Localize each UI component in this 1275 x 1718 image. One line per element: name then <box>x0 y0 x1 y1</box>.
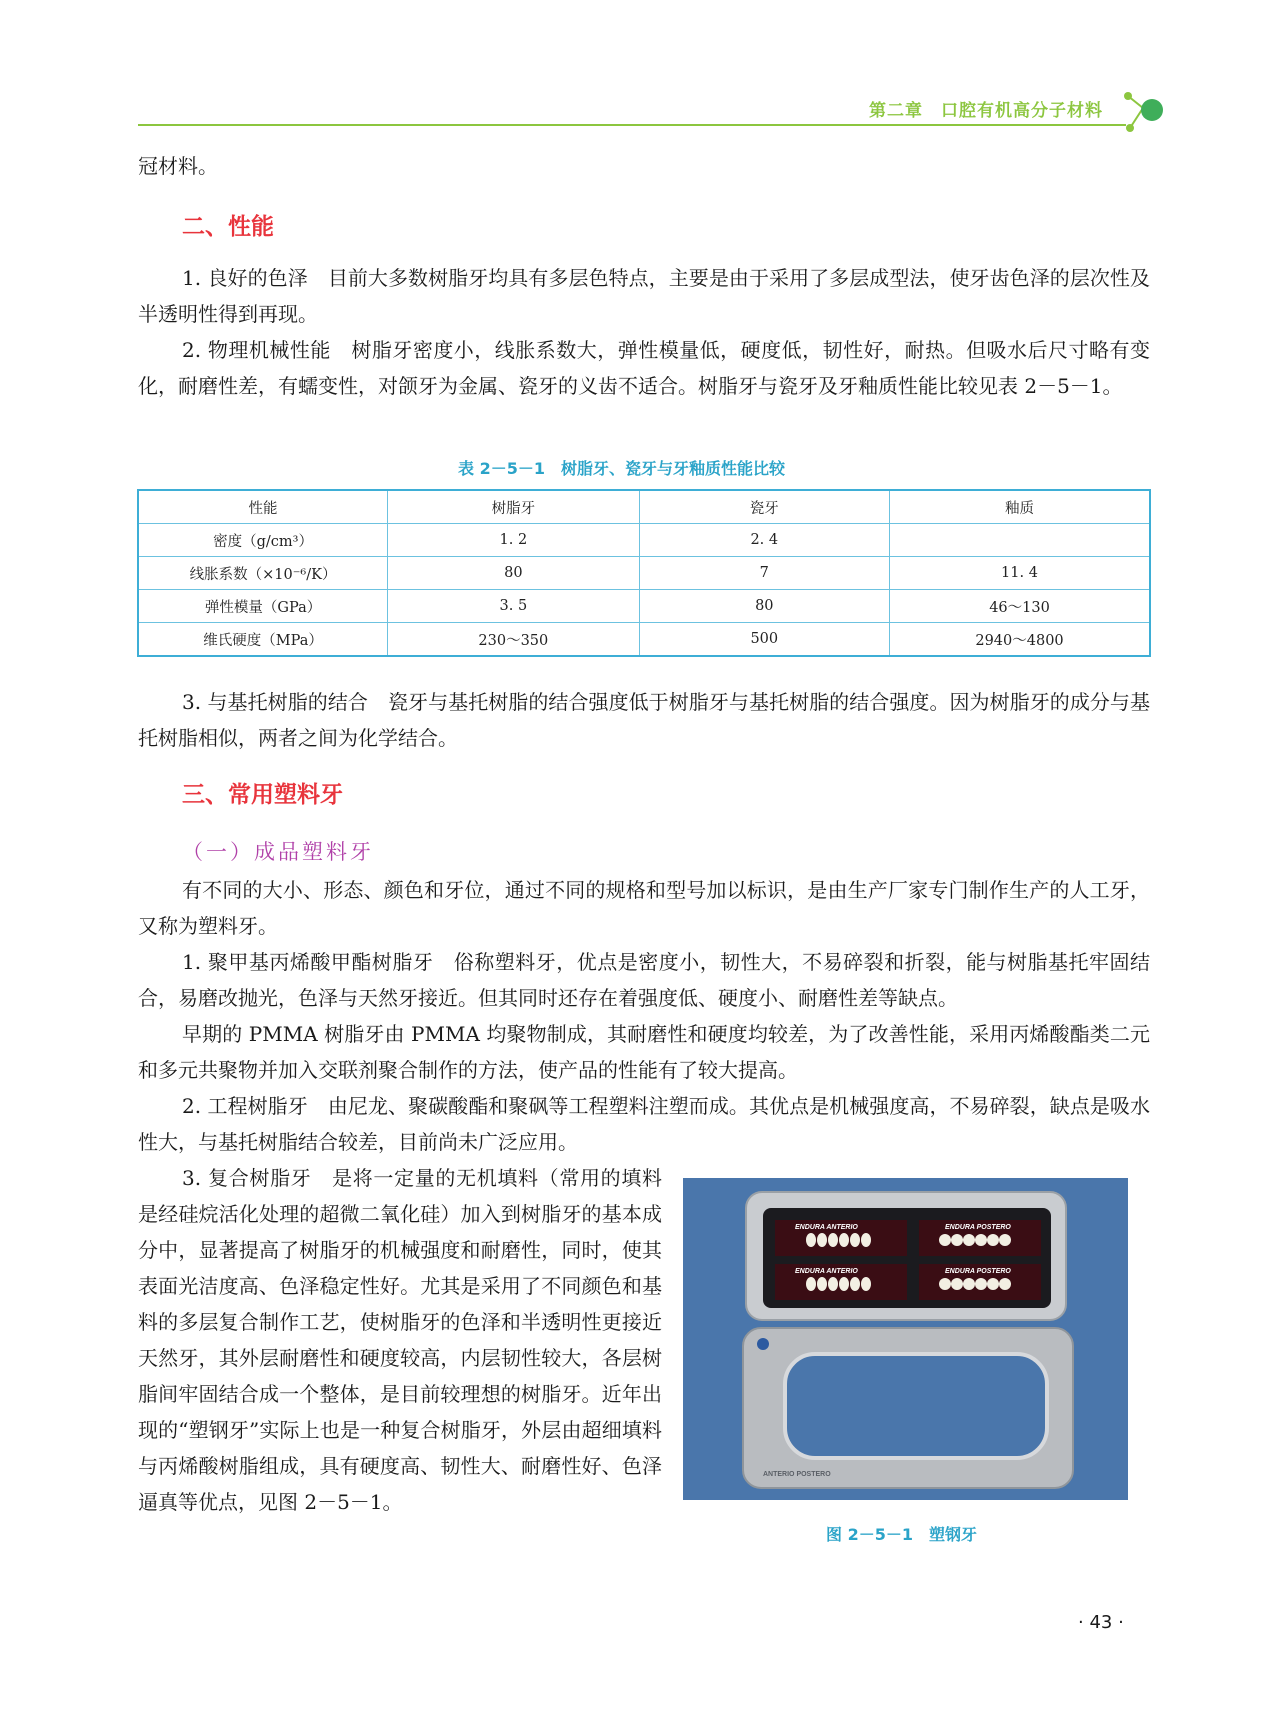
table-header-cell: 釉质 <box>890 490 1150 524</box>
paragraph-bonding: 3. 与基托树脂的结合 瓷牙与基托树脂的结合强度低于树脂牙与基托树脂的结合强度。因为树脂牙的成分与基托树脂相似，两者之间为化学结合。 <box>138 690 1150 750</box>
paragraph-finished-teeth: 有不同的大小、形态、颜色和牙位，通过不同的规格和型号加以标识，是由生产厂家专门制作生产的人工牙，又称为塑料牙。 <box>138 878 1150 938</box>
molecule-icon <box>1118 88 1168 138</box>
paragraph-mechanical: 2. 物理机械性能 树脂牙密度小，线胀系数大，弹性模量低，硬度低，韧性好，耐热。但吸水后尺寸略有变化，耐磨性差，有蠕变性，对颌牙为金属、瓷牙的义齿不适合。树脂牙与瓷牙及牙釉质性能比较见表 2－5－1。 <box>138 338 1150 398</box>
section-heading-common-teeth: 三、常用塑料牙 <box>182 782 343 808</box>
subsection-heading-finished-teeth: （一）成品塑料牙 <box>182 840 374 864</box>
table-cell: 80 <box>639 590 889 623</box>
table-header-cell: 瓷牙 <box>639 490 889 524</box>
paragraph-engineering-resin: 2. 工程树脂牙 由尼龙、聚碳酸酯和聚砜等工程塑料注塑而成。其优点是机械强度高，不易碎裂，缺点是吸水性大，与基托树脂结合较差，目前尚未广泛应用。 <box>138 1094 1150 1154</box>
table-cell: 2940～4800 <box>890 623 1150 657</box>
card-label: ENDURA POSTERO <box>945 1224 1011 1231</box>
figure-photo <box>683 1178 1128 1500</box>
table-row <box>138 557 1150 590</box>
paragraph-pmma-early: 早期的 PMMA 树脂牙由 PMMA 均聚物制成，其耐磨性和硬度均较差，为了改善性能，采用丙烯酸酯类二元和多元共聚物并加入交联剂聚合制作的方法，使产品的性能有了较大提高。 <box>138 1022 1150 1082</box>
card-label: ENDURA ANTERIO <box>795 1268 858 1275</box>
intro-tail: 冠材料。 <box>138 154 218 178</box>
header-rule <box>138 124 1126 126</box>
table-cell: 7 <box>639 557 889 590</box>
table-cell: 弹性模量（GPa） <box>138 590 388 623</box>
table-cell: 2. 4 <box>639 524 889 557</box>
table-cell: 1. 2 <box>388 524 639 557</box>
table-row <box>138 524 1150 557</box>
paragraph-color: 1. 良好的色泽 目前大多数树脂牙均具有多层色特点，主要是由于采用了多层成型法，使牙齿色泽的层次性及半透明性得到再现。 <box>138 266 1150 326</box>
table-cell: 线胀系数（×10⁻⁶/K） <box>138 557 388 590</box>
table-cell: 500 <box>639 623 889 657</box>
table-header-row <box>138 490 1150 524</box>
table-cell: 230～350 <box>388 623 639 657</box>
table-cell: 3. 5 <box>388 590 639 623</box>
card-label: ENDURA POSTERO <box>945 1268 1011 1275</box>
page-number: · 43 · <box>1078 1612 1124 1633</box>
section-heading-performance: 二、性能 <box>182 214 274 240</box>
card-label: ENDURA ANTERIO <box>795 1224 858 1231</box>
table-header-cell: 性能 <box>138 490 388 524</box>
table-row <box>138 623 1150 657</box>
table-cell: 46～130 <box>890 590 1150 623</box>
table-cell: 80 <box>388 557 639 590</box>
table-header-cell: 树脂牙 <box>388 490 639 524</box>
paragraph-pmma: 1. 聚甲基丙烯酸甲酯树脂牙 俗称塑料牙，优点是密度小，韧性大，不易碎裂和折裂，能与树脂基托牢固结合，易磨改抛光，色泽与天然牙接近。但其同时还存在着强度低、硬度小、耐磨性差等缺点。 <box>138 950 1150 1010</box>
figure-caption: 图 2－5－1 塑钢牙 <box>826 1525 977 1544</box>
paragraph-composite-resin: 3. 复合树脂牙 是将一定量的无机填料（常用的填料是经硅烷活化处理的超微二氧化硅）加入到树脂牙的基本成分中，显著提高了树脂牙的机械强度和耐磨性，同时，使其表面光洁度高、色泽稳定性好。尤其是采用了不同颜色和基料的多层复合制作工艺，使树脂牙的色泽和半透明性更接近天然牙，其外层耐磨性和硬度较高，内层韧性较大，各层树脂间牢固结合成一个整体，是目前较理想的树脂牙。近年出现的“塑钢牙”实际上也是一种复合树脂牙，外层由超细填料与丙烯酸树脂组成，具有硬度高、韧性大、耐磨性好、色泽逼真等优点，见图 2－5－1。 <box>138 1166 662 1514</box>
table-row <box>138 590 1150 623</box>
table-caption: 表 2－5－1 树脂牙、瓷牙与牙釉质性能比较 <box>458 459 785 478</box>
chapter-header: 第二章 口腔有机高分子材料 <box>869 101 1103 121</box>
table-cell: 维氏硬度（MPa） <box>138 623 388 657</box>
table-cell <box>890 524 1150 557</box>
table-cell: 密度（g/cm³） <box>138 524 388 557</box>
table-cell: 11. 4 <box>890 557 1150 590</box>
performance-table <box>137 489 1151 657</box>
lid-label: ANTERIO POSTERO <box>763 1471 831 1478</box>
